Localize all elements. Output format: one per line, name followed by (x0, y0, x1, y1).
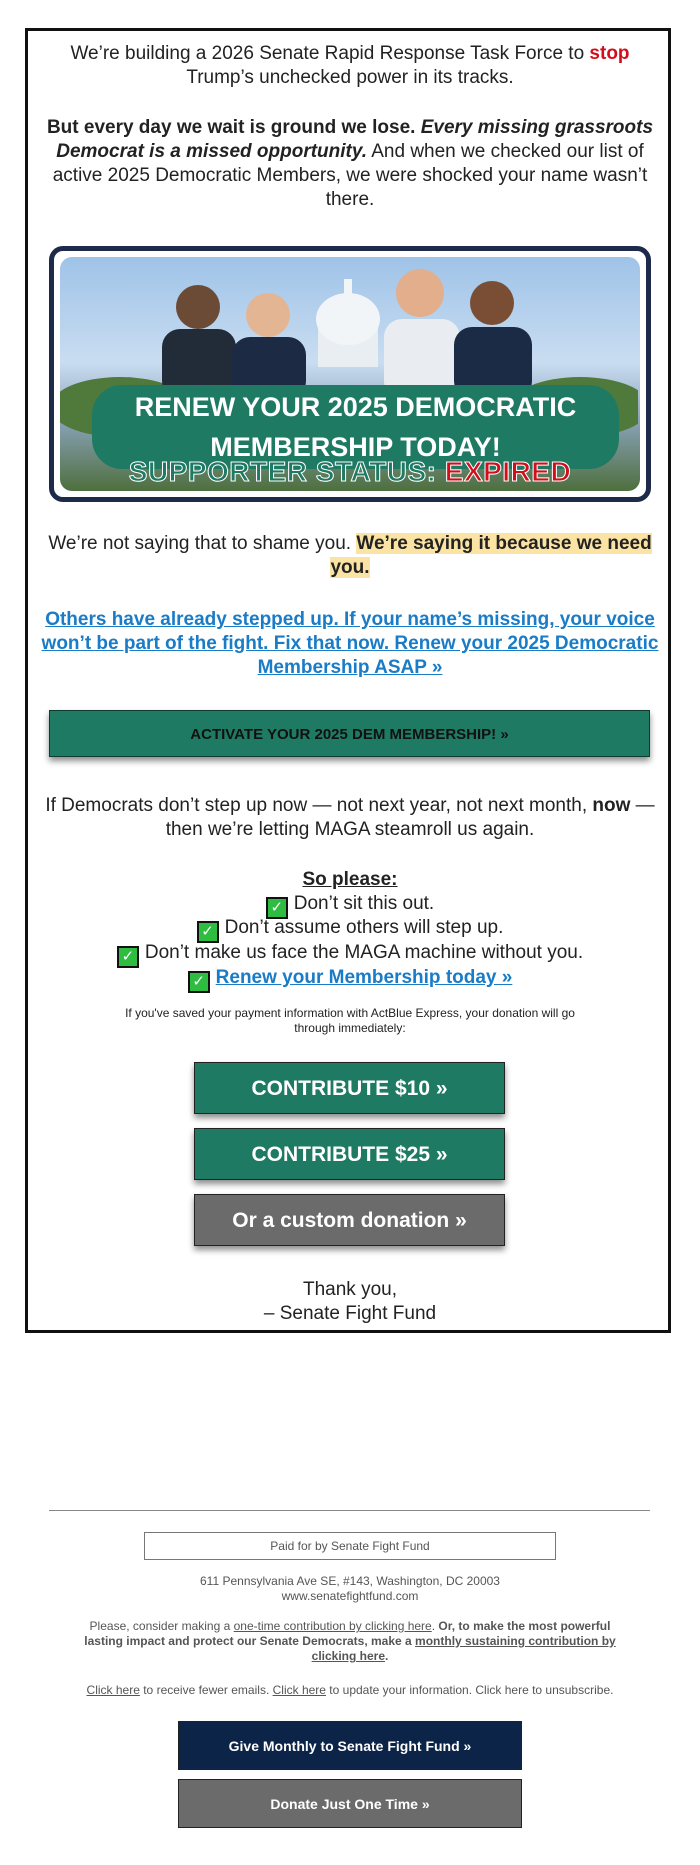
urgency-text-end: — then we’re letting MAGA steamroll us again. (165, 795, 655, 840)
renew-today-link[interactable]: Renew your Membership today » (215, 967, 513, 988)
signoff-sender: – Senate Fight Fund (263, 1303, 437, 1324)
actblue-note: If you've saved your payment information with ActBlue Express, your donation will go through immediately: (125, 1006, 575, 1035)
footer-address: 611 Pennsylvania Ave SE, #143, Washington, DC 20003 (200, 1574, 500, 1588)
donate-one-time-button[interactable]: Donate Just One Time » (178, 1779, 522, 1828)
so-please-heading (40, 868, 660, 892)
stop-emphasis: stop (589, 43, 630, 64)
signoff-thanks: Thank you, (303, 1279, 397, 1300)
consider-bold-text: Or, to make the most powerful lasting impact and protect our Senate Democrats, make a (84, 1619, 611, 1648)
footer-divider (49, 1510, 650, 1511)
urgency-now: now (592, 795, 631, 816)
checkmark-icon: ✓ (197, 921, 219, 943)
checkmark-icon: ✓ (117, 946, 139, 968)
email-preferences (40, 1683, 660, 1698)
person-2-head (246, 293, 290, 337)
shame-paragraph (40, 532, 660, 580)
contribute-10-button[interactable]: CONTRIBUTE $10 » (194, 1062, 505, 1114)
contribute-25-button[interactable]: CONTRIBUTE $25 » (194, 1128, 505, 1180)
monthly-contribution-link[interactable]: monthly sustaining contribution by clicking here (311, 1634, 616, 1663)
status-expired: EXPIRED (444, 456, 572, 487)
banner-headline-line2: MEMBERSHIP TODAY! (210, 432, 501, 462)
please-item-text: Don’t assume others will step up. (224, 917, 504, 938)
checkmark-icon: ✓ (266, 897, 288, 919)
intro-italic: Every missing grassroots Democrat is a missed opportunity. (56, 117, 654, 162)
person-1-head (176, 285, 220, 329)
fewer-emails-text: to receive fewer emails. (139, 1683, 273, 1697)
please-item-text: Don’t sit this out. (293, 893, 435, 914)
please-item-3 (40, 941, 660, 968)
so-please-label: So please: (302, 869, 398, 890)
consider-text: Please, consider making a (89, 1619, 234, 1633)
banner-headline-line1: RENEW YOUR 2025 DEMOCRATIC (134, 392, 577, 422)
intro-bold: But every day we wait is ground we lose. (46, 117, 421, 138)
please-item-2 (40, 916, 660, 943)
footer-website: www.senatefightfund.com (281, 1589, 419, 1603)
capitol-spire (344, 279, 352, 295)
urgency-text: If Democrats don’t step up now — not next year, not next month, (45, 795, 593, 816)
person-3-head (396, 269, 444, 317)
need-you-highlight: We’re saying it because we need you. (330, 533, 652, 578)
one-time-contribution-link[interactable]: one-time contribution by clicking here (233, 1619, 432, 1633)
intro-text: We’re building a 2026 Senate Rapid Response Task Force to (70, 43, 590, 64)
custom-donation-button[interactable]: Or a custom donation » (194, 1194, 505, 1246)
person-4-head (470, 281, 514, 325)
renew-link-paragraph (40, 608, 660, 680)
please-item-text: Don’t make us face the MAGA machine without you. (144, 942, 584, 963)
please-item-4 (40, 966, 660, 993)
consider-contribution-text (70, 1619, 630, 1664)
renew-membership-link[interactable]: Others have already stepped up. If your name’s missing, your voice won’t be part of the fight. Fix that now. Renew your 2025 Democratic Membership ASAP » (41, 609, 659, 678)
shame-text: We’re not saying that to shame you. (48, 533, 357, 554)
status-label: SUPPORTER STATUS: (128, 456, 445, 487)
urgency-paragraph (40, 794, 660, 842)
capitol-dome (316, 293, 380, 345)
membership-banner-image[interactable] (49, 246, 651, 502)
give-monthly-button[interactable]: Give Monthly to Senate Fight Fund » (178, 1721, 522, 1770)
intro-paragraph-2 (40, 116, 660, 212)
intro-text-end: Trump’s unchecked power in its tracks. (186, 67, 514, 88)
please-item-1 (40, 892, 660, 919)
activate-membership-button[interactable]: ACTIVATE YOUR 2025 DEM MEMBERSHIP! » (49, 710, 650, 757)
update-info-text: to update your information. Click here to unsubscribe. (325, 1683, 614, 1697)
intro-rest: And when we checked our list of active 2025 Democratic Members, we were shocked your name wasn’t there. (52, 141, 648, 210)
fewer-emails-link[interactable]: Click here (86, 1683, 140, 1697)
consider-period: . (385, 1649, 389, 1663)
consider-separator: . (431, 1619, 439, 1633)
supporter-status (54, 456, 646, 488)
update-info-link[interactable]: Click here (272, 1683, 326, 1697)
checkmark-icon: ✓ (188, 971, 210, 993)
intro-paragraph-1 (40, 42, 660, 90)
paid-for-disclaimer: Paid for by Senate Fight Fund (144, 1532, 556, 1560)
